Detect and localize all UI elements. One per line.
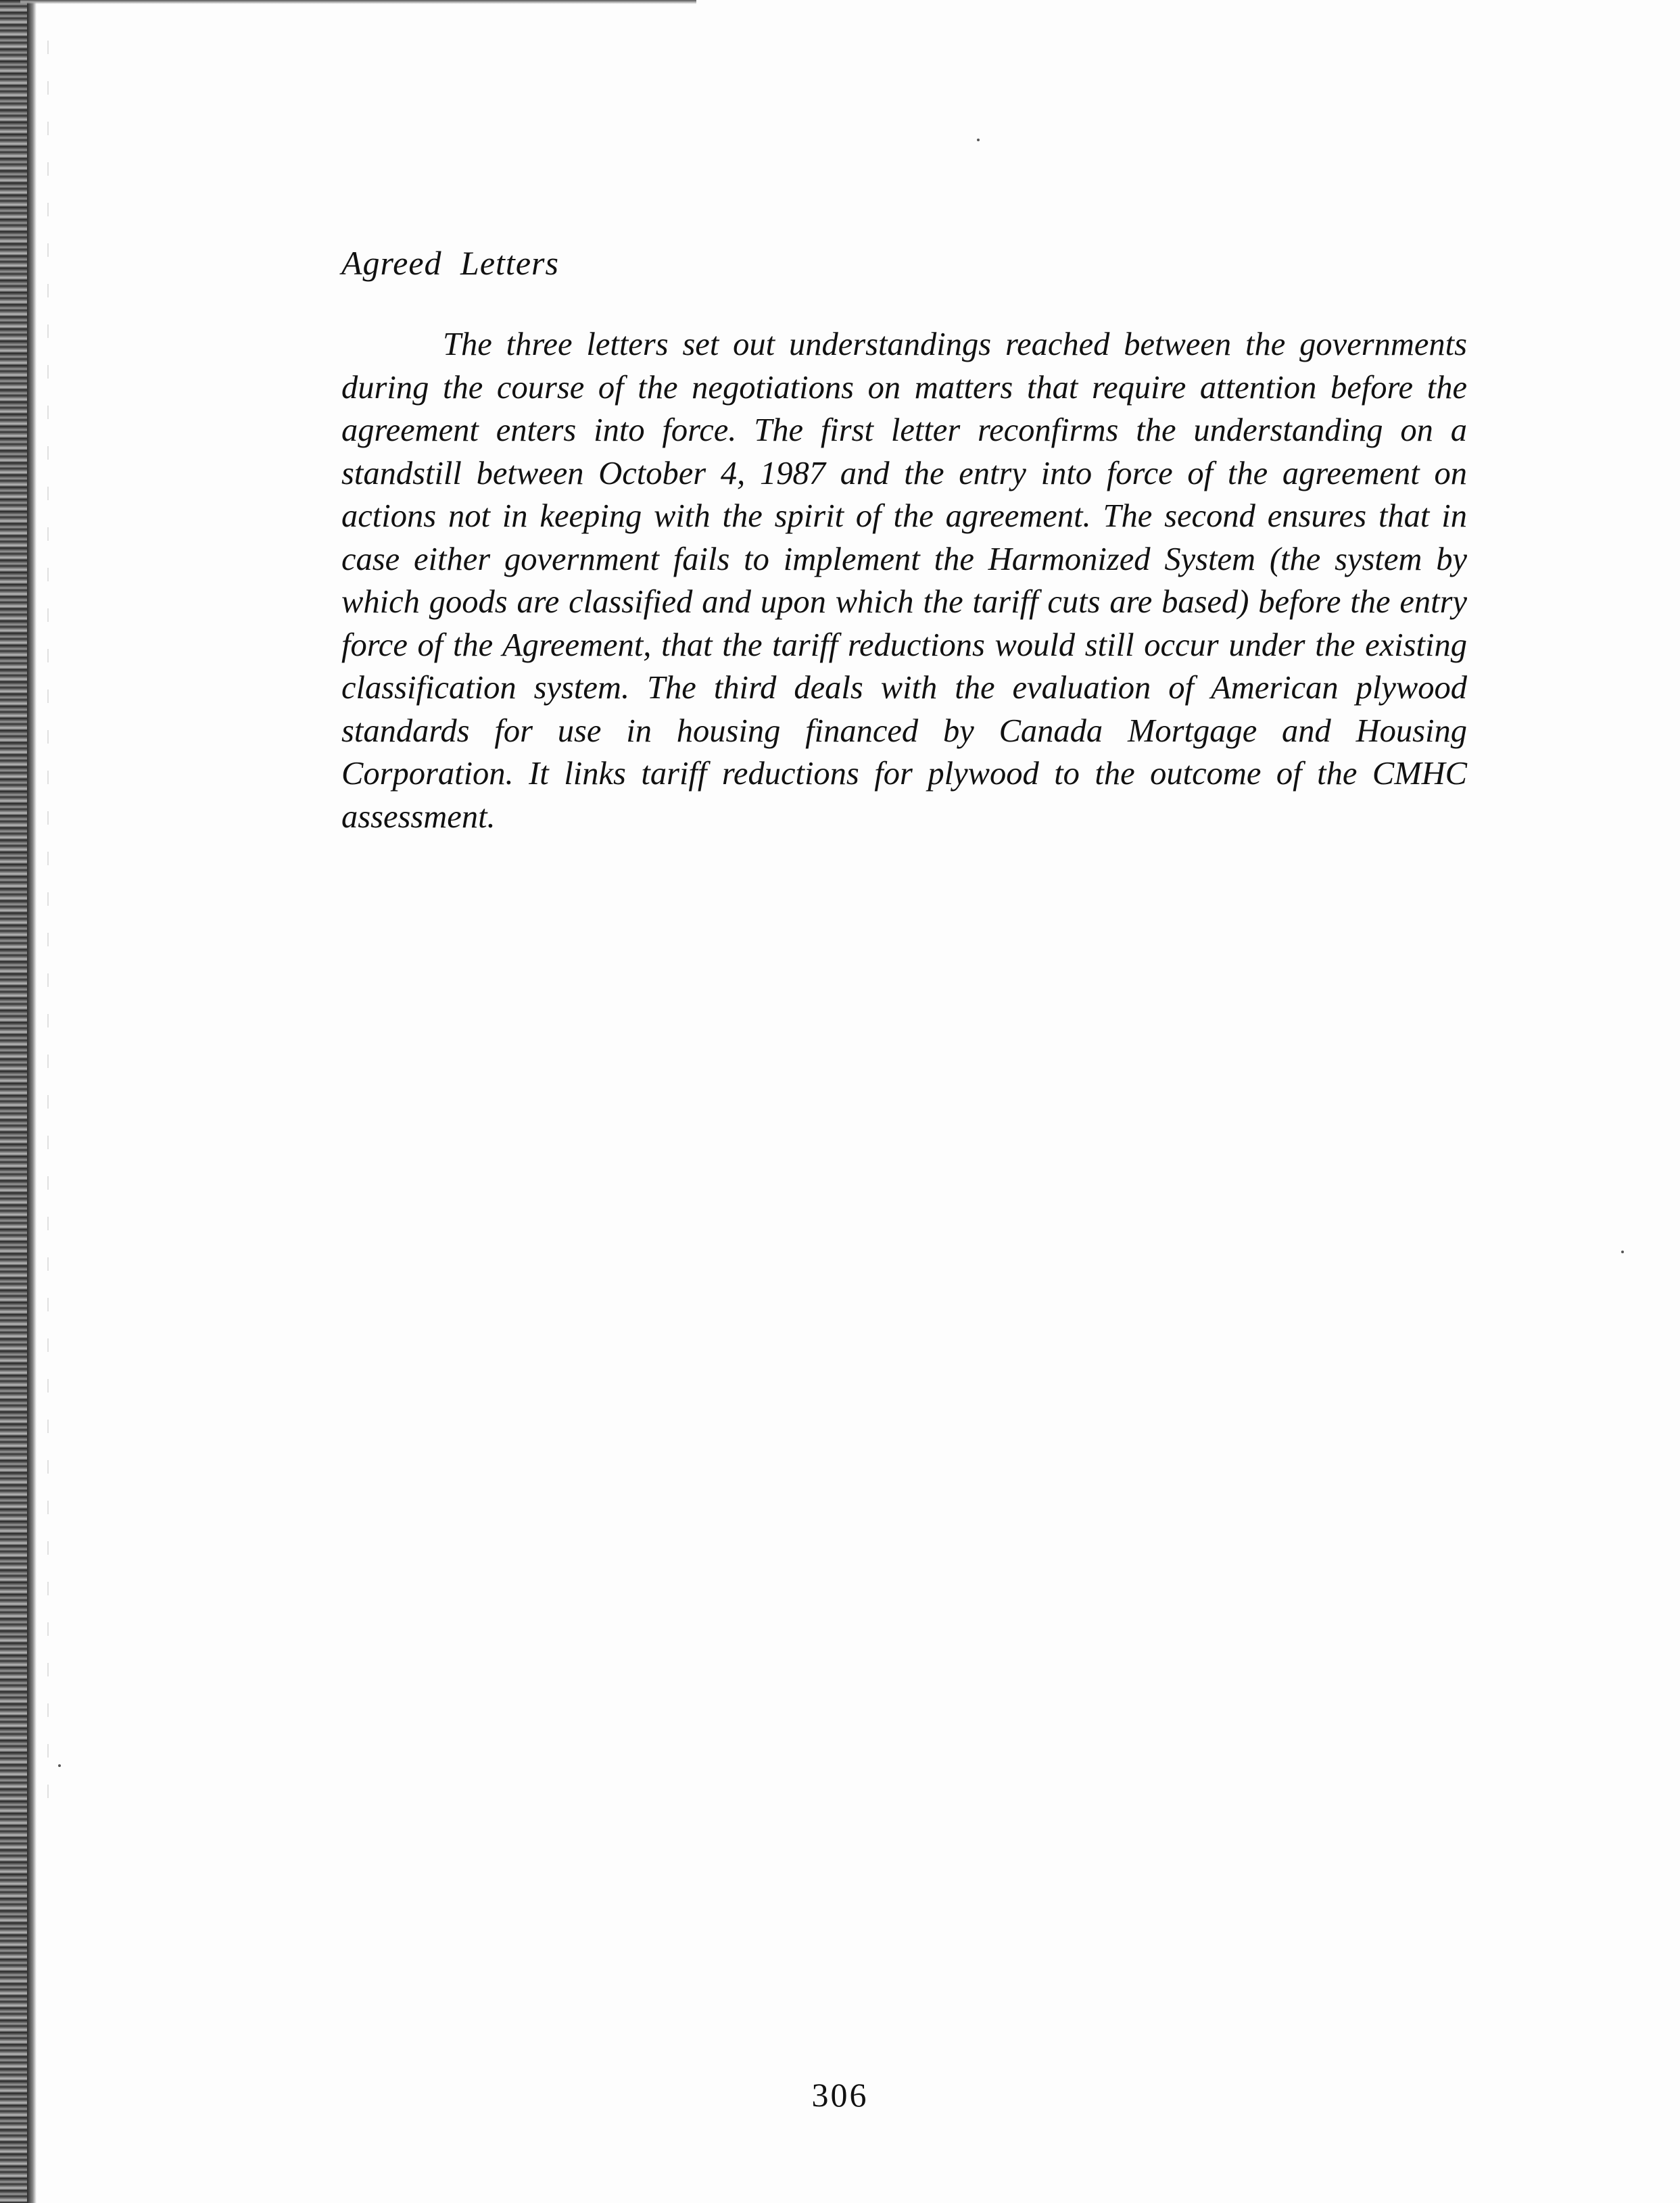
section-heading: Agreed Letters: [341, 244, 559, 282]
binding-shadow: [27, 0, 37, 2203]
scan-speck: [977, 139, 980, 141]
scan-speck: [1621, 1251, 1624, 1253]
margin-scan-artifact: [47, 41, 49, 1798]
paragraph-text: The three letters set out understandings reached between the governments during the course of the negotiations on matters that require attention before the agreement enters into force. The first letter reconfirms the understanding on a standstill between October 4, 1987 and the entry into force of the agreement on actions not in keeping with the spirit of the agreement. The second ensures that in case either government fails to implement the Harmonized System (the system by which goods are classified and upon which the tariff cuts are based) before the entry force of the Agreement, that the tariff reductions would still occur under the existing classification system. The third deals with the evaluation of American plywood standards for use in housing financed by Canada Mortgage and Housing Corporation. It links tariff reductions for plywood to the outcome of the CMHC assessment.: [341, 326, 1467, 835]
scan-speck: [58, 1764, 61, 1767]
body-paragraph: [341, 323, 1467, 838]
page-number: 306: [811, 2076, 869, 2114]
binding-edge: [0, 0, 27, 2203]
top-scan-edge: [20, 0, 696, 4]
